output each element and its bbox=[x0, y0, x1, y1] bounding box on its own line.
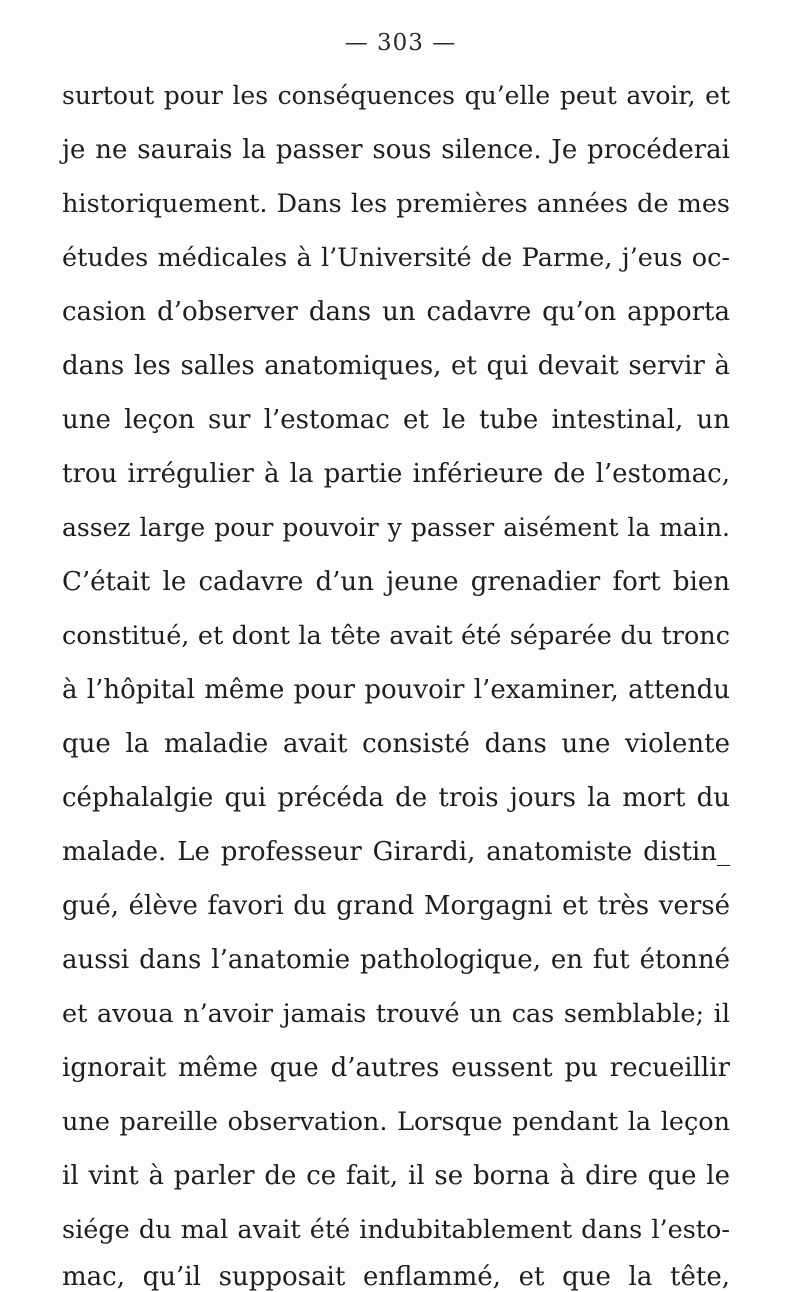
text-line: une leçon sur l’estomac et le tube intestinal, un bbox=[62, 405, 730, 435]
text-line: une pareille observation. Lorsque pendant la leçon bbox=[62, 1107, 730, 1137]
text-line: gué, élève favori du grand Morgagni et très versé bbox=[62, 891, 730, 921]
text-line: historiquement. Dans les premières années de mes bbox=[62, 189, 730, 219]
text-line: surtout pour les conséquences qu’elle peut avoir, et bbox=[62, 81, 730, 110]
text-line: études médicales à l’Université de Parme, j’eus oc- bbox=[62, 243, 730, 273]
text-line: malade. Le professeur Girardi, anatomiste distin_ bbox=[62, 837, 730, 867]
text-line: il vint à parler de ce fait, il se borna à dire que le bbox=[62, 1161, 730, 1191]
text-line: mac, qu’il supposait enflammé, et que la tête, bbox=[62, 1262, 730, 1292]
text-line: dans les salles anatomiques, et qui devait servir à bbox=[62, 351, 730, 381]
page-number: — 303 — bbox=[344, 30, 457, 56]
text-line: assez large pour pouvoir y passer aisément la main. bbox=[62, 513, 730, 542]
text-line: trou irrégulier à la partie inférieure de l’estomac, bbox=[62, 459, 730, 489]
text-line: casion d’observer dans un cadavre qu’on apporta bbox=[62, 297, 730, 327]
text-line: ignorait même que d’autres eussent pu recueillir bbox=[62, 1053, 730, 1083]
text-line: que la maladie avait consisté dans une violente bbox=[62, 729, 730, 759]
text-line: aussi dans l’anatomie pathologique, en fut étonné bbox=[62, 945, 730, 975]
text-line: à l’hôpital même pour pouvoir l’examiner, attendu bbox=[62, 675, 730, 705]
text-line: constitué, et dont la tête avait été séparée du tronc bbox=[62, 621, 730, 651]
text-line: céphalalgie qui précéda de trois jours la mort du bbox=[62, 783, 730, 813]
text-line: siége du mal avait été indubitablement dans l’esto- bbox=[62, 1215, 730, 1245]
text-line: je ne saurais la passer sous silence. Je procéderai bbox=[62, 135, 730, 165]
text-line: C’était le cadavre d’un jeune grenadier fort bien bbox=[62, 567, 730, 597]
text-line: et avoua n’avoir jamais trouvé un cas semblable; il bbox=[62, 999, 730, 1029]
